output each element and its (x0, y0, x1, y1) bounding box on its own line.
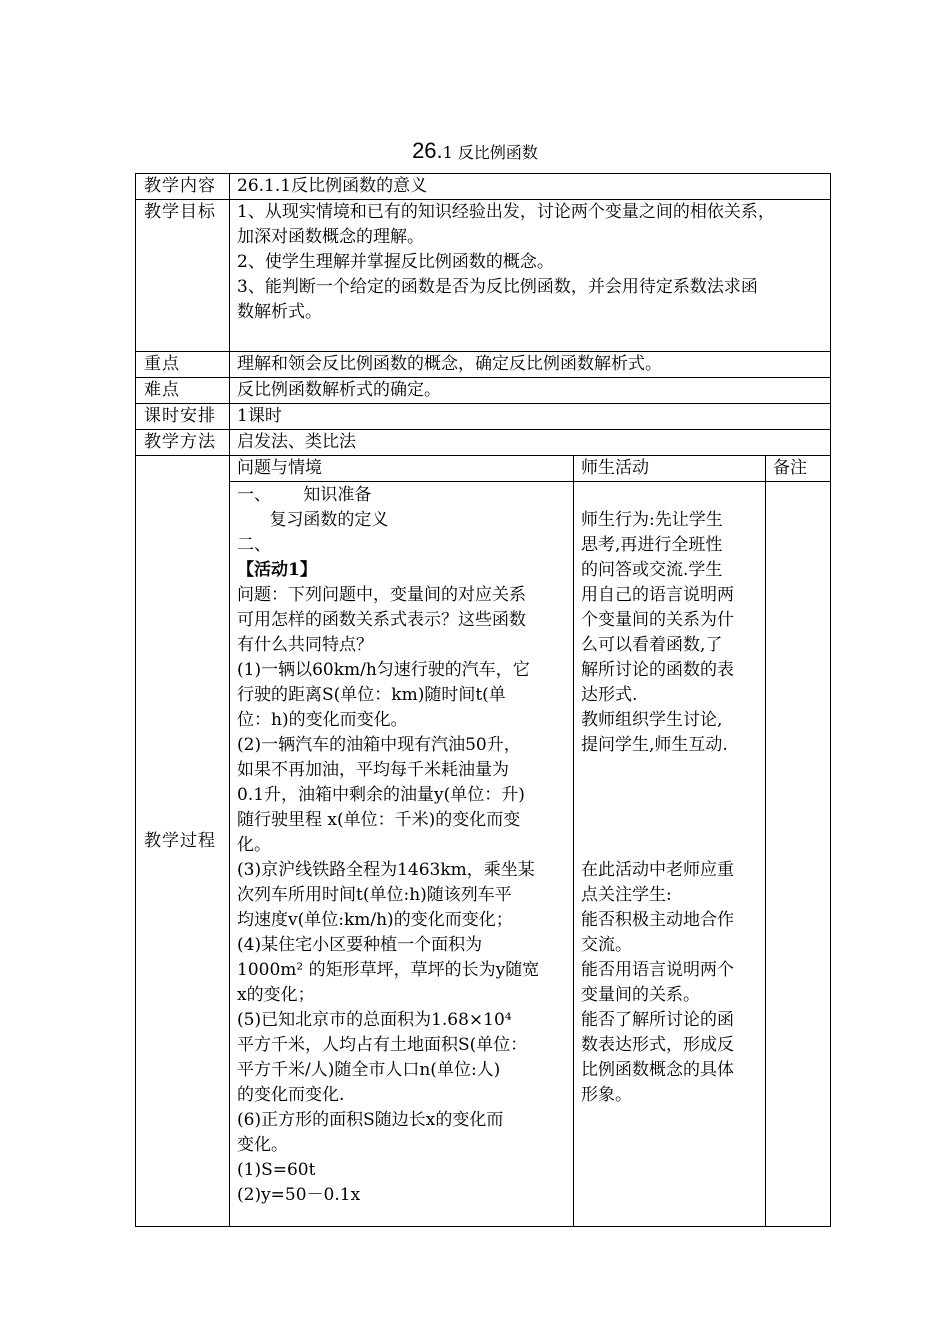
situation-line: 1000m² 的矩形草坪，草坪的长为y随宽 (237, 960, 540, 980)
activity-line: 在此活动中老师应重 (581, 860, 734, 880)
title-number: 26. (412, 138, 443, 163)
activity-line: 能否了解所讨论的函 (581, 1010, 734, 1030)
situation-line: (2)一辆汽车的油箱中现有汽油50升， (237, 735, 521, 755)
notes-cell (766, 482, 831, 1227)
row-method (136, 430, 831, 456)
situation-line: 可用怎样的函数关系式表示？这些函数 (237, 610, 526, 630)
situation-line: (6)正方形的面积S随边长x的变化而 (237, 1110, 504, 1130)
value-goals (230, 200, 831, 352)
activity-line: 交流。 (581, 935, 632, 955)
activity-line: 解所讨论的函数的表 (581, 660, 734, 680)
situation-line: 均速度v(单位:km/h)的变化而变化； (237, 910, 513, 930)
activity-line: 形象。 (581, 1085, 632, 1105)
goals-line: 数解析式。 (237, 302, 322, 322)
label-schedule: 课时安排 (136, 404, 230, 430)
page-title (0, 138, 950, 164)
activity-line: 能否用语言说明两个 (581, 960, 734, 980)
situation-line: (3)京沪线铁路全程为1463km，乘坐某 (237, 860, 535, 880)
goals-line: 1、从现实情境和已有的知识经验出发，讨论两个变量之间的相依关系， (237, 202, 775, 222)
value-schedule: 1课时 (230, 404, 831, 430)
value-method: 启发法、类比法 (230, 430, 831, 456)
label-method: 教学方法 (136, 430, 230, 456)
goals-line: 3、能判断一个给定的函数是否为反比例函数，并会用待定系数法求函 (237, 277, 758, 297)
situation-line: (2)y=50－0.1x (237, 1185, 361, 1205)
situation-line: 如果不再加油，平均每千米耗油量为 (237, 760, 509, 780)
situation-line: x的变化； (237, 985, 315, 1005)
value-difficulty: 反比例函数解析式的确定。 (230, 378, 831, 404)
row-process-body (136, 482, 831, 1227)
spacer (581, 808, 765, 833)
activity-line: 达形式. (581, 685, 638, 705)
situation-line: 平方千米/人)随全市人口n(单位:人) (237, 1060, 501, 1080)
activity-line: 么可以看着函数,了 (581, 635, 723, 655)
situation-line: 变化。 (237, 1135, 288, 1155)
label-content: 教学内容 (136, 174, 230, 200)
activity-line: 提问学生,师生互动. (581, 735, 728, 755)
situation-line: 复习函数的定义 (237, 510, 389, 530)
value-content: 26.1.1反比例函数的意义 (230, 174, 831, 200)
situation-line: 平方千米，人均占有土地面积S(单位： (237, 1035, 528, 1055)
activity-line: 能否积极主动地合作 (581, 910, 734, 930)
situation-line: 随行驶里程 x(单位：千米)的变化而变 (237, 810, 521, 830)
activity-line: 的问答或交流.学生 (581, 560, 723, 580)
header-situation: 问题与情境 (230, 456, 574, 482)
row-content (136, 174, 831, 200)
activity-line: 用自己的语言说明两 (581, 585, 734, 605)
header-notes: 备注 (766, 456, 831, 482)
situation-line: 的变化而变化. (237, 1085, 345, 1105)
activity-line: 变量间的关系。 (581, 985, 700, 1005)
activity-line: 数表达形式，形成反 (581, 1035, 734, 1055)
activity-line: 教师组织学生讨论, (581, 710, 723, 730)
activity-line: 师生行为:先让学生 (581, 510, 723, 530)
label-key: 重点 (136, 352, 230, 378)
spacer (581, 758, 765, 783)
activity-heading: 【活动1】 (237, 560, 317, 580)
goals-line: 加深对函数概念的理解。 (237, 227, 424, 247)
label-difficulty: 难点 (136, 378, 230, 404)
situation-line: 0.1升，油箱中剩余的油量y(单位：升) (237, 785, 525, 805)
activity-line: 比例函数概念的具体 (581, 1060, 734, 1080)
situation-line: 问题：下列问题中，变量间的对应关系 (237, 585, 526, 605)
activity-line: 思考,再进行全班性 (581, 535, 723, 555)
header-activity: 师生活动 (574, 456, 766, 482)
situation-cell (230, 482, 574, 1227)
situation-line: (1)一辆以60km/h匀速行驶的汽车，它 (237, 660, 530, 680)
row-process-header (136, 456, 831, 482)
situation-line: 一、 知识准备 (237, 485, 372, 505)
row-goals (136, 200, 831, 352)
situation-line: 有什么共同特点？ (237, 635, 373, 655)
spacer (581, 483, 765, 508)
situation-line: 次列车所用时间t(单位:h)随该列车平 (237, 885, 512, 905)
activity-cell (574, 482, 766, 1227)
situation-line: 化。 (237, 835, 271, 855)
activity-line: 点关注学生: (581, 885, 672, 905)
goals-line: 2、使学生理解并掌握反比例函数的概念。 (237, 252, 554, 272)
situation-line: 二、 (237, 535, 271, 555)
situation-line: (4)某住宅小区要种植一个面积为 (237, 935, 483, 955)
activity-line: 个变量间的关系为什 (581, 610, 734, 630)
situation-line: (1)S=60t (237, 1160, 316, 1180)
label-process: 教学过程 (136, 456, 230, 1227)
situation-line: (5)已知北京市的总面积为1.68×10⁴ (237, 1010, 512, 1030)
title-text: 1 反比例函数 (442, 143, 538, 162)
value-key: 理解和领会反比例函数的概念，确定反比例函数解析式。 (230, 352, 831, 378)
spacer (581, 783, 765, 808)
row-key (136, 352, 831, 378)
situation-line: 行驶的距离S(单位：km)随时间t(单 (237, 685, 506, 705)
spacer (581, 833, 765, 858)
lesson-plan-table (135, 173, 831, 1227)
row-schedule (136, 404, 831, 430)
row-difficulty (136, 378, 831, 404)
situation-line: 位：h)的变化而变化。 (237, 710, 408, 730)
label-goals: 教学目标 (136, 200, 230, 352)
